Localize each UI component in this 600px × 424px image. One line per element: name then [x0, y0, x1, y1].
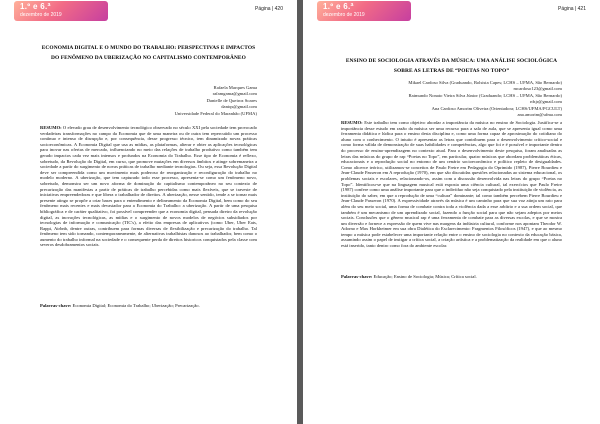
event-logo	[14, 1, 108, 21]
page-header-banner	[0, 0, 297, 22]
page-header-banner	[303, 0, 600, 22]
document-page-left	[0, 0, 297, 424]
event-logo-month: dezembro de 2019	[20, 12, 62, 18]
author-email: rdsjr@gmail.com	[529, 98, 562, 104]
author-name: Raimundo Nonato Vieira Silva Júnior (Graduando; LCHS – UFMA, São Bernardo)	[408, 93, 562, 99]
author-name: Ana Cardoso Amorim Oliveira (Orientadora; LCHS/UFMA/PGCULT)	[431, 106, 562, 112]
event-logo-dates: 1.º e 6.ª	[323, 2, 354, 11]
page-number: Página | 420	[255, 6, 283, 12]
author-name: Danielle de Queiroz Soares	[206, 98, 257, 104]
paper-title: ENSINO DE SOCIOLOGIA ATRAVÉS DA MÚSICA: UMA ANÁLISE SOCIOLÓGICA SOBRE AS LETRAS DE “POETAS NO TOPO”	[345, 58, 558, 74]
event-logo-dates: 1.º e 6.ª	[20, 2, 51, 11]
author-list	[117, 85, 257, 119]
author-email: daniqs@gmail.com	[221, 103, 257, 109]
abstract-label: RESUMO:	[40, 125, 62, 130]
author-email: mcardoso123@gmail.com	[513, 85, 562, 91]
keywords	[40, 303, 257, 309]
author-entry	[362, 80, 562, 91]
paper-title: ECONOMIA DIGITAL E O MUNDO DO TRABALHO: PERSPECTIVAS E IMPACTOS DO FENÔMENO DA UBERIZAÇÃO NO CAPITALISMO CONTEMPORÂNEO	[41, 45, 256, 61]
keywords-text: Educação; Ensino de Sociologia; Música; Crítica social.	[373, 274, 477, 279]
author-entry	[117, 98, 257, 109]
author-name: Rafaela Marques Gama	[213, 85, 257, 90]
author-entry	[362, 93, 562, 104]
abstract-text: O elevado grau de desenvolvimento tecnológico observado no século XXI pela sociedade tem provocado verdadeiras transformações no campo da Economia que de uma maneira ou de outra tem repercutido um processo contínuo e intenso de disrupção e, por consequência, desse progresso técnico, tem dinamizado novas práticas socioeconômicas. A Economia Digital que usa as mídias, as plataformas, alterar e obter as aplicações tecnológicas para inovar nas ofertas de mercado, influenciando no meio das relações de trabalho produtivo como também tem gerado impactos cada vez mais intensos e profundos na Economia do Trabalho. Esse tipo de Economia é reflexo, sobretudo, da Revolução do Digital, em curso, que promove mutações em diversos âmbitos e atinge sobremaneira a sociedade a partir do surgimento de novas práticas de trabalho mediante tecnologias. Ou seja, essa Revolução Digital deve ser compreendida como um movimento mais poderoso de reorganização e reconfiguração do trabalho no modelo moderno. A uberização, que tem capturado todo esse processo, apresenta-se como um fenômeno novo, sobretudo, demonstra ser um novo aforma de dominação do capitalismo contemporâneo no seu contexto de precarização das manifestas a partir de práticas de trabalho percebidas como mais flexíveis, que se traveste de iniciativas empreendedoras e que libera o trabalhador de direitos. A uberização, nesse sentido, tende a se tornar mais presente atingo se propõe a criar bases para o entendimento e delineamento da Economia Digital, bem como do seu fenômeno mais recentes e mais devastador para a Economia do Trabalho: a uberização. A partir de uma pesquisa bibliográfica e de caráter qualitativo, foi possível compreender que a economia digital, pensada diretro da revolução digital, as inovações tecnológicas, as mídias e o surgimento de novos modelos de negócios subsidiados por tecnologias de informação e comunicação (TIC's), a efeito das empresas de aplicativos (como Uber, Uber Eats, Rappi, Airbnb, dentre outras, contribuem para formas diversas de flexibilização e precarização do trabalho. Tal fenômeno tem sido tornando, contemporaneamente, de alternativas trabalhistas danosos ao trabalhador, bem como o aumento do trabalho informal na sociedade e o consequente perda de direitos historicos conquistados pela classe com severos desdobramentos sociais.	[40, 125, 257, 248]
author-list	[362, 80, 562, 120]
page-number: Página | 421	[558, 6, 586, 12]
abstract-text: Este trabalho tem como objetivo abordar a importância da música no ensino de Sociologia. Justifica-se a importância desse estudo em razão da música ser uma recurso para a sala de aula, que se apresenta igual como uma ferramenta didática e lúdica para o ensino desta disciplina e, como uma forma capaz de aproximação do cotidiano do aluno com o conhecimento. O intuito é apresentar as letras que contribuem para o desenvolvimento crítico-social e como forma válida de demonstração de suas habilidades e competências, algo que foi e é possível e importante dentro do processo de ensino-aprendizagem no contexto atual. Para o desenvolvimento deste pesquisa, foram analisadas as letras das músicas do grupo de rap “Poetas no Topo”, em particular, quatro músicas que abordam problemáticas éticas, educacionais e a reprodução social no entorno de um cenário socioeconômico e político repleto de desigualdades. Como alicerce teórico, utilizamos-se conceitos de Paulo Freire em Pedagogia do Oprimido (1987), Pierre Bourdieu e Jean-Claude Passeron em A reprodução (1970), em que são discutidas questões relacionadas ao sistema educacional, os problemas sociais e escolares, relacionando-os, assim com a discussão desenvolvida nas letras do grupo “Poetas no Topo”. Identificou-se que na linguagem musical está exposta uma ciência cultural, tal exercícios que Paulo Freire (1987) confere como uma análise importante para que o indivíduo não seja conquistado pela instituição de violência, as instituição do saber, em que a reprodução de uma “cultura” dominante; tal como também percebem Pierre Bourdieu e Jean-Claude Passeron (1970). A expressividade através da música é um caminho para que sua voz atinja um raio para além do seu meio social, uma forma de combate contra toda a violência dada a esse arbítrio e a sua ordem social, que também é um mecanismo de um aprendizado social, fazendo a função social para que não sejam adeptos por meios sociais. Conclusões que o gênero musical rap é uma ferramenta de combate para as diversas escolas, e que se mostra um diversão e fornece a expressão de quem vive nas margens da indústria cultural, conforme nos apontam Theodor W. Adorno e Max Horkheimer em sua obra Dialética do Esclarecimento: Fragmentos Filosóficos (1947), e que ao mesmo tempo a música pode estabelecer uma importante relação entre o ensino de sociologia no contexto da educação básica, assumindo assim o papel de instigar a crítica social, a criação artística e a problematização da realidade em que o aluno está inserido, tanto dentro como fora do ambiente escolar.	[341, 120, 562, 249]
author-entry	[117, 85, 257, 96]
keywords-text: Economia Digital; Economia do Trabalho; Uberização; Precarização.	[72, 303, 200, 308]
author-entry	[362, 106, 562, 117]
keywords-label: Palavras-chave:	[40, 303, 72, 308]
keywords	[341, 274, 562, 280]
keywords-label: Palavras-chave:	[341, 274, 373, 279]
author-institution: Universidade Federal do Maranhão (UFMA)	[174, 111, 257, 117]
abstract	[40, 125, 257, 248]
author-name: Mikael Cardoso Silva (Graduando, Bolsista Capes; LCHS – UFMA, São Bernardo)	[408, 80, 562, 85]
abstract-label: RESUMO:	[341, 120, 363, 125]
abstract	[341, 120, 562, 249]
event-logo-month: dezembro de 2019	[323, 12, 365, 18]
document-page-right	[303, 0, 600, 424]
author-email: ana.amorim@ufma.com	[517, 111, 562, 117]
author-email: rafamgama@gmail.com	[212, 90, 257, 96]
event-logo	[317, 1, 411, 21]
